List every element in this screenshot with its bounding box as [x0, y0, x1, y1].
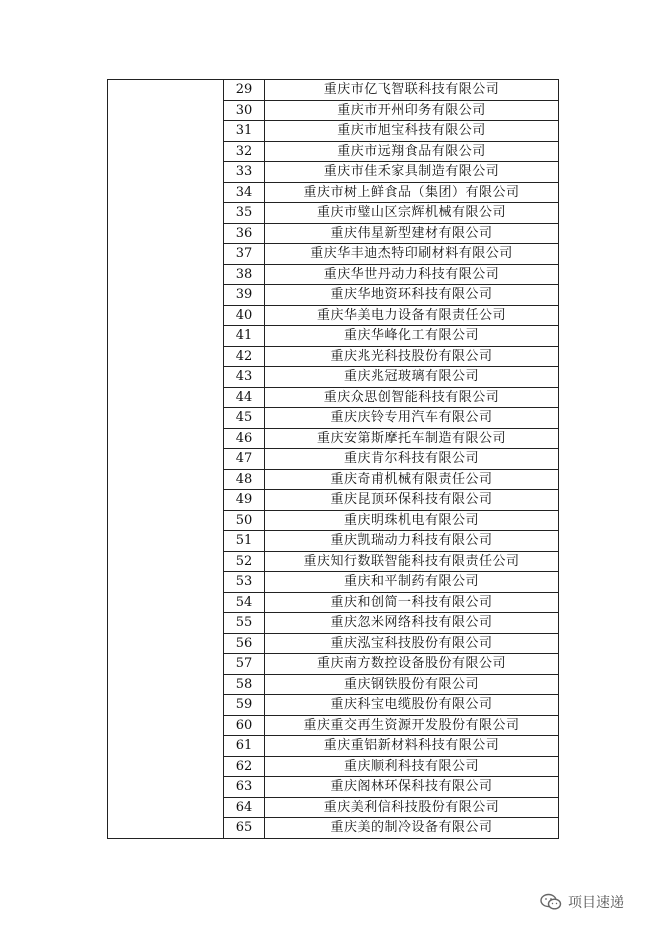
- row-number: 42: [224, 346, 265, 367]
- company-name: 重庆市璧山区宗辉机械有限公司: [265, 203, 559, 224]
- row-number: 43: [224, 367, 265, 388]
- company-name: 重庆庆铃专用汽车有限公司: [265, 408, 559, 429]
- watermark: [540, 892, 624, 912]
- company-name: 重庆奇甫机械有限责任公司: [265, 469, 559, 490]
- row-number: 41: [224, 326, 265, 347]
- company-name: 重庆钢铁股份有限公司: [265, 674, 559, 695]
- company-name: 重庆和平制药有限公司: [265, 572, 559, 593]
- row-number: 60: [224, 715, 265, 736]
- row-number: 32: [224, 141, 265, 162]
- company-name: 重庆泓宝科技股份有限公司: [265, 633, 559, 654]
- row-number: 48: [224, 469, 265, 490]
- company-name: 重庆华美电力设备有限责任公司: [265, 305, 559, 326]
- company-name: 重庆市远翔食品有限公司: [265, 141, 559, 162]
- row-number: 44: [224, 387, 265, 408]
- company-name: 重庆市开州印务有限公司: [265, 100, 559, 121]
- row-number: 52: [224, 551, 265, 572]
- row-number: 54: [224, 592, 265, 613]
- company-name: 重庆市亿飞智联科技有限公司: [265, 80, 559, 101]
- row-number: 36: [224, 223, 265, 244]
- category-cell: [108, 80, 224, 839]
- company-name: 重庆阁林环保科技有限公司: [265, 777, 559, 798]
- row-number: 51: [224, 531, 265, 552]
- row-number: 55: [224, 613, 265, 634]
- company-name: 重庆市树上鲜食品（集团）有限公司: [265, 182, 559, 203]
- company-name: 重庆美利信科技股份有限公司: [265, 797, 559, 818]
- company-name: 重庆市旭宝科技有限公司: [265, 121, 559, 142]
- row-number: 39: [224, 285, 265, 306]
- company-name: 重庆安第斯摩托车制造有限公司: [265, 428, 559, 449]
- company-name: 重庆华丰迪杰特印刷材料有限公司: [265, 244, 559, 265]
- row-number: 38: [224, 264, 265, 285]
- company-name: 重庆肯尔科技有限公司: [265, 449, 559, 470]
- company-name: 重庆科宝电缆股份有限公司: [265, 695, 559, 716]
- company-name: 重庆华地资环科技有限公司: [265, 285, 559, 306]
- company-name: 重庆重交再生资源开发股份有限公司: [265, 715, 559, 736]
- wechat-icon: [540, 893, 562, 911]
- watermark-text: 项目速递: [568, 895, 624, 911]
- company-name: 重庆知行数联智能科技有限责任公司: [265, 551, 559, 572]
- row-number: 61: [224, 736, 265, 757]
- row-number: 57: [224, 654, 265, 675]
- company-name: 重庆市佳禾家具制造有限公司: [265, 162, 559, 183]
- company-name: 重庆昆顶环保科技有限公司: [265, 490, 559, 511]
- company-list-table: [107, 79, 559, 839]
- row-number: 53: [224, 572, 265, 593]
- row-number: 37: [224, 244, 265, 265]
- row-number: 50: [224, 510, 265, 531]
- company-name: 重庆忽米网络科技有限公司: [265, 613, 559, 634]
- company-name: 重庆众思创智能科技有限公司: [265, 387, 559, 408]
- company-name: 重庆华峰化工有限公司: [265, 326, 559, 347]
- row-number: 31: [224, 121, 265, 142]
- row-number: 62: [224, 756, 265, 777]
- company-name: 重庆顺利科技有限公司: [265, 756, 559, 777]
- row-number: 59: [224, 695, 265, 716]
- company-name: 重庆南方数控设备股份有限公司: [265, 654, 559, 675]
- row-number: 45: [224, 408, 265, 429]
- company-name: 重庆华世丹动力科技有限公司: [265, 264, 559, 285]
- row-number: 64: [224, 797, 265, 818]
- company-name: 重庆兆光科技股份有限公司: [265, 346, 559, 367]
- row-number: 63: [224, 777, 265, 798]
- row-number: 35: [224, 203, 265, 224]
- row-number: 34: [224, 182, 265, 203]
- company-name: 重庆伟星新型建材有限公司: [265, 223, 559, 244]
- company-name: 重庆兆冠玻璃有限公司: [265, 367, 559, 388]
- table-body: [108, 80, 559, 839]
- row-number: 49: [224, 490, 265, 511]
- row-number: 47: [224, 449, 265, 470]
- row-number: 29: [224, 80, 265, 101]
- row-number: 33: [224, 162, 265, 183]
- row-number: 56: [224, 633, 265, 654]
- row-number: 46: [224, 428, 265, 449]
- row-number: 65: [224, 818, 265, 839]
- company-name: 重庆美的制冷设备有限公司: [265, 818, 559, 839]
- company-name: 重庆和创简一科技有限公司: [265, 592, 559, 613]
- company-name: 重庆凯瑞动力科技有限公司: [265, 531, 559, 552]
- company-name: 重庆重铝新材料科技有限公司: [265, 736, 559, 757]
- table-row: [108, 80, 559, 101]
- row-number: 58: [224, 674, 265, 695]
- row-number: 40: [224, 305, 265, 326]
- company-name: 重庆明珠机电有限公司: [265, 510, 559, 531]
- row-number: 30: [224, 100, 265, 121]
